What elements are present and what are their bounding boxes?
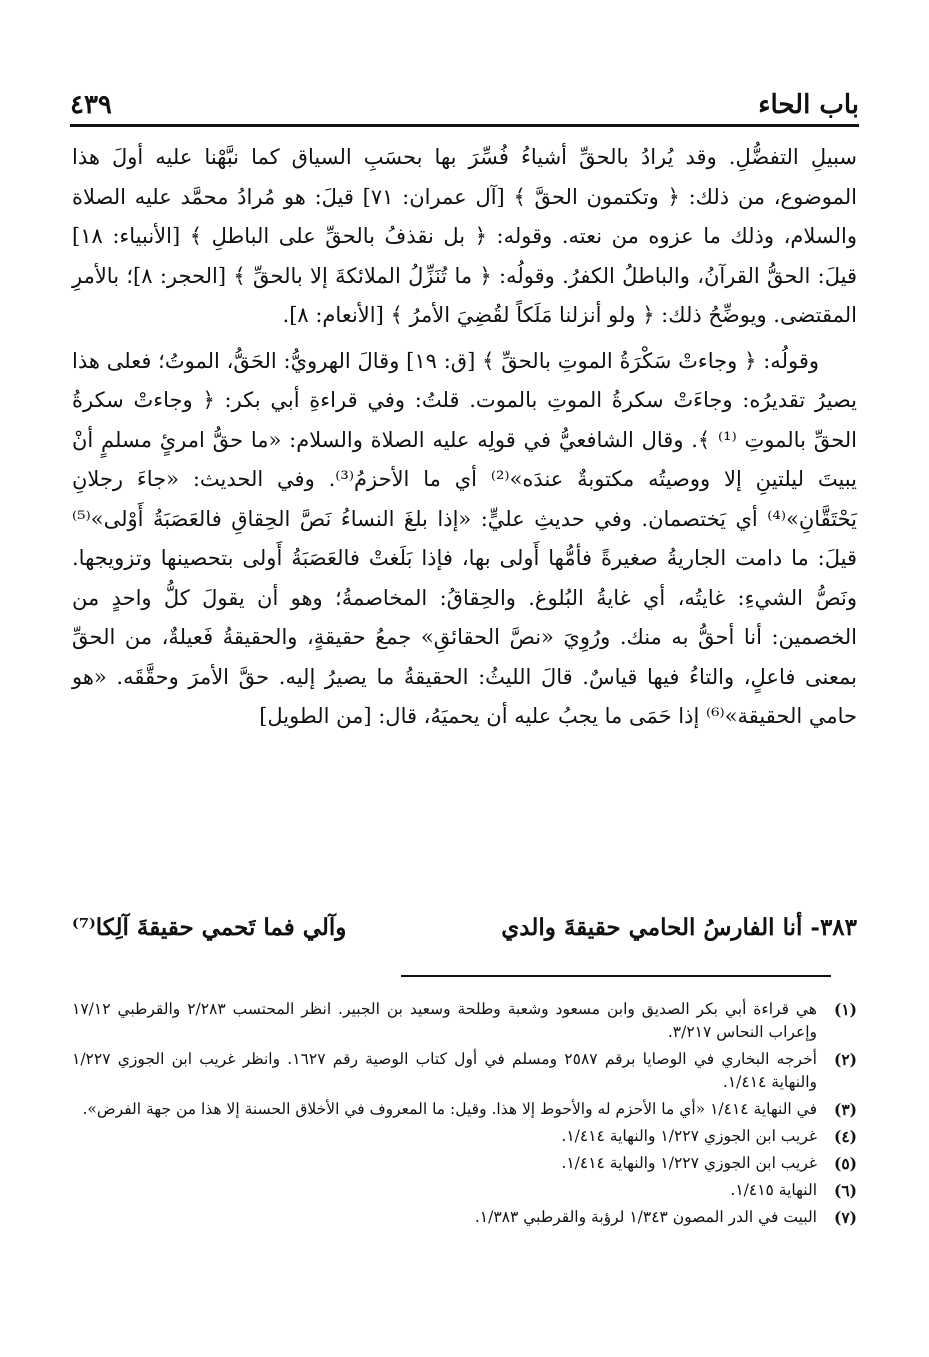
- chapter-title: باب الحاء: [758, 90, 859, 120]
- footnote-number: (٢): [833, 1050, 857, 1069]
- footnote-item: [72, 1125, 857, 1148]
- footnote-text: البيت في الدر المصون ١/٣٤٣ لرؤبة والقرطبي ١/٣٨٣.: [474, 1208, 817, 1226]
- verse-number: ٣٨٣-: [810, 913, 857, 941]
- page-header: [70, 80, 859, 120]
- footnote-number: (٤): [833, 1127, 857, 1146]
- footnote-item: [72, 1152, 857, 1175]
- footnote-number: (٣): [833, 1100, 857, 1119]
- footnote-item: [72, 1206, 857, 1229]
- footnote-item: [72, 998, 857, 1044]
- verse-hemistich-1: أنا الفارسُ الحامي حقيقةَ والدي: [501, 913, 803, 941]
- paragraph-1: سبيلِ التفضُّلِ. وقد يُرادُ بالحقِّ أشياءُ فُسِّرَ بها بحسَبِ السياق كما نبَّهْنا عليه أولَ هذا الموضوع، من ذلك: ﴿ وتكتمون الحقَّ ﴾ [آل عمران: ٧١] قيلَ: هو مُرادُ محمَّد عليه الصلاة والسلام، وذلك ما عزوه من نعته. وقوله: ﴿ بل نقذفُ بالحقِّ على الباطلِ ﴾ [الأنبياء: ١٨] قيلَ: الحقُّ القرآنُ، والباطلُ الكفرُ. وقولُه: ﴿ ما تُنَزِّلُ الملائكةَ إلا بالحقِّ ﴾ [الحجر: ٨]؛ بالأمرِ المقتضى. ويوضِّحُ ذلك: ﴿ ولو أنزلنا مَلَكاً لقُضِيَ الأمرُ ﴾ [الأنعام: ٨].: [72, 145, 857, 327]
- footnote-divider: [401, 975, 831, 977]
- footnote-text: في النهاية ١/٤١٤ «أي ما الأحزم له والأحوط إلا هذا. وقيل: ما المعروف في الأخلاق الحسنة إلا هذا من جهة الفرض».: [82, 1100, 817, 1118]
- footnote-item: [72, 1048, 857, 1094]
- footnote-number: (٧): [833, 1208, 857, 1227]
- footnote-text: غريب ابن الجوزي ١/٢٢٧ والنهاية ١/٤١٤.: [561, 1127, 817, 1145]
- footnote-number: (٦): [833, 1181, 857, 1200]
- footnote-text: النهاية ١/٤١٥.: [730, 1181, 817, 1199]
- footnote-text: أخرجه البخاري في الوصايا برقم ٢٥٨٧ ومسلم في أول كتاب الوصية رقم ١٦٢٧. وانظر غريب ابن الجوزي ١/٢٢٧ والنهاية ١/٤١٤.: [72, 1050, 817, 1091]
- footnote-text: هي قراءة أبي بكر الصديق وابن مسعود وشعبة وطلحة وسعيد بن الجبير. انظر المحتسب ٢/٢٨٣ والقرطبي ١٧/١٢ وإعراب النحاس ٣/٢١٧.: [72, 1000, 817, 1041]
- footnote-number: (٥): [833, 1154, 857, 1173]
- verse-hemistich-2: وآلي فما تَحمي حقيقةَ آلِكا⁽⁷⁾: [72, 913, 347, 941]
- page-number: ٤٣٩: [70, 90, 112, 120]
- footnotes: [72, 998, 857, 1233]
- main-text: [72, 138, 857, 737]
- footnote-item: [72, 1098, 857, 1121]
- poetry-verse: [72, 905, 857, 949]
- footnote-number: (١): [833, 1000, 857, 1019]
- paragraph-2: وقولُه: ﴿ وجاءتْ سَكْرَةُ الموتِ بالحقِّ ﴾ [ق: ١٩] وقالَ الهرويُّ: الحَقُّ، الموتُ؛ فعلى هذا يصيرُ تقديرُه: وجاءَتْ سكرةُ الموتِ بالموت. قلتُ: وفي قراءةِ أبي بكر: ﴿ وجاءتْ سكرةُ الحقِّ بالموتِ ⁽¹⁾ ﴾. وقال الشافعيُّ في قولِه عليه الصلاة والسلام: «ما حقُّ امرئٍ مسلمٍ أنْ يبيتَ ليلتينِ إلا ووصيتُه مكتوبةٌ عندَه»⁽²⁾ أي ما الأحزمُ⁽³⁾. وفي الحديث: «جاءَ رجلانِ يَحْتَقَّانِ»⁽⁴⁾ أي يَختصمان. وفي حديثِ عليٍّ: «إذا بلغَ النساءُ نَصَّ الحِقاقِ فالعَصَبَةُ أَوْلى»⁽⁵⁾ قيلَ: ما دامت الجاريةُ صغيرةً فأمُّها أَولى بها، فإذا بَلَغتْ فالعَصَبَةُ أَولى بتحصينها وتزويجها. ونَصُّ الشيءِ: غايتُه، أي غايةُ البُلوغ. والحِقاقُ: المخاصمةُ؛ وهو أن يقولَ كلُّ واحدٍ من الخصمين: أنا أحقُّ به منك. ورُوِيَ «نصَّ الحقائقِ» جمعُ حقيقةٍ، والحقيقةُ فَعيلةٌ، من الحقِّ بمعنى فاعلٍ، والتاءُ فيها قياسٌ. قالَ الليثُ: الحقيقةُ ما يصيرُ إليه. حقَّ الأمرَ وحقَّقَه. «هو حامي الحقيقة»⁽⁶⁾ إذا حَمَى ما يجبُ عليه أن يحميَهُ، قال: [من الطويل]: [72, 348, 857, 728]
- footnote-text: غريب ابن الجوزي ١/٢٢٧ والنهاية ١/٤١٤.: [561, 1154, 817, 1172]
- header-divider: [70, 124, 859, 127]
- verse-first-half: [501, 914, 857, 941]
- footnote-item: [72, 1179, 857, 1202]
